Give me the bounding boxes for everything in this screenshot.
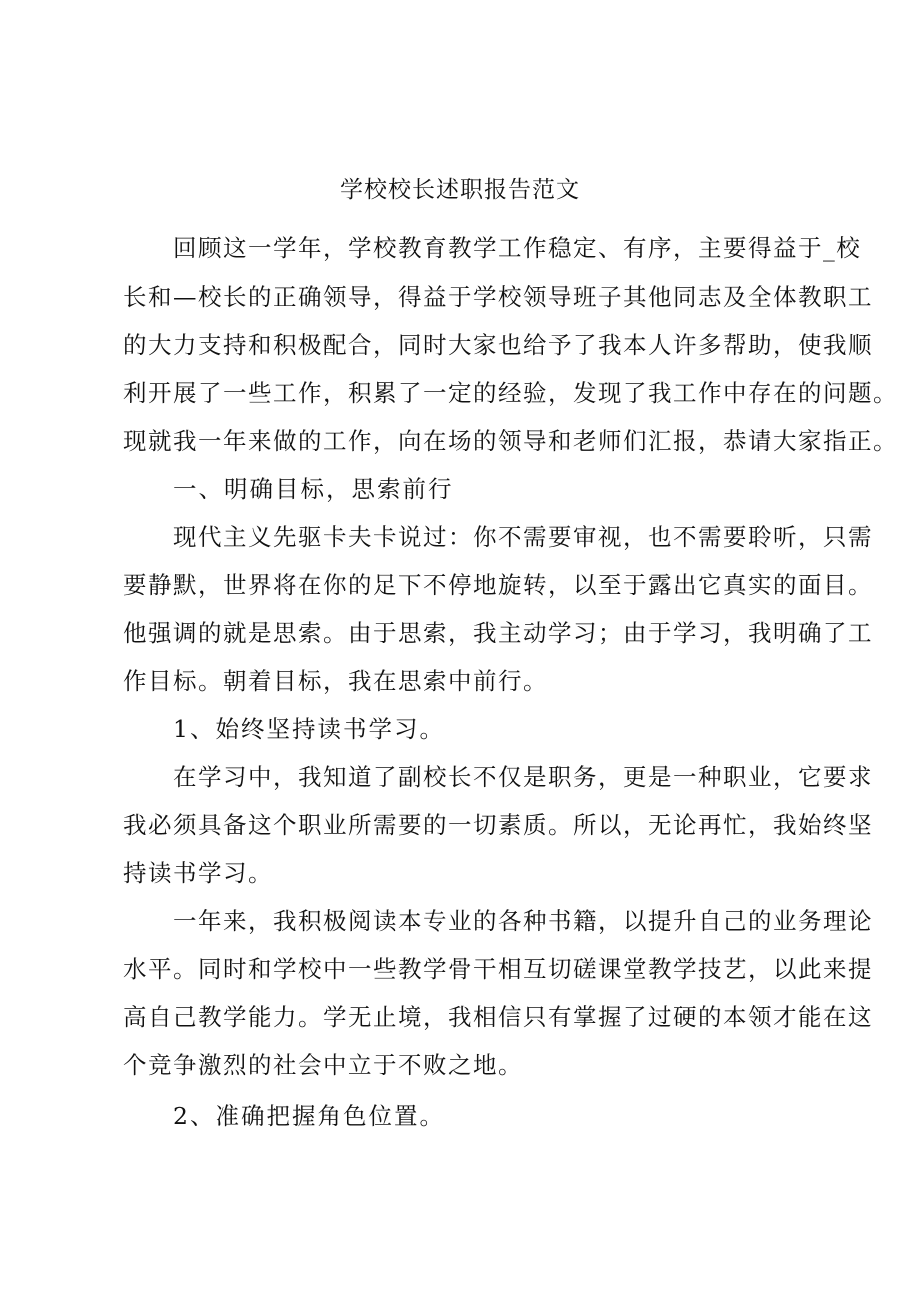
paragraph-line: 我必须具备这个职业所需要的一切素质。所以，无论再忙，我始终坚 [123, 811, 873, 839]
paragraph-line: 利开展了一些工作，积累了一定的经验，发现了我工作中存在的问题。 [123, 379, 898, 407]
section-heading: 一、明确目标，思索前行 [173, 475, 454, 503]
subsection-heading: 2、准确把握角色位置。 [173, 1102, 445, 1130]
paragraph-line: 作目标。朝着目标，我在思索中前行。 [123, 667, 548, 695]
paragraph-line: 现就我一年来做的工作，向在场的领导和老师们汇报，恭请大家指正。 [123, 427, 898, 455]
paragraph-line: 现代主义先驱卡夫卡说过：你不需要审视，也不需要聆听，只需 [173, 523, 873, 551]
paragraph-line: 长和—校长的正确领导，得益于学校领导班子其他同志及全体教职工 [123, 283, 873, 311]
paragraph-line: 在学习中，我知道了副校长不仅是职务，更是一种职业，它要求 [173, 763, 873, 791]
paragraph-line: 水平。同时和学校中一些教学骨干相互切磋课堂教学技艺，以此来提 [123, 955, 873, 983]
paragraph-line: 一年来，我积极阅读本专业的各种书籍，以提升自己的业务理论 [173, 907, 873, 935]
document-title: 学校校长述职报告范文 [340, 177, 580, 203]
paragraph-line: 个竞争激烈的社会中立于不败之地。 [123, 1051, 523, 1079]
paragraph-line: 他强调的就是思索。由于思索，我主动学习；由于学习，我明确了工 [123, 619, 873, 647]
paragraph-line: 持读书学习。 [123, 859, 273, 887]
paragraph-line: 高自己教学能力。学无止境，我相信只有掌握了过硬的本领才能在这 [123, 1003, 873, 1031]
paragraph-line: 的大力支持和积极配合，同时大家也给予了我本人许多帮助，使我顺 [123, 331, 873, 359]
paragraph-line: 回顾这一学年，学校教育教学工作稳定、有序，主要得益于_校 [173, 234, 862, 262]
subsection-heading: 1、始终坚持读书学习。 [173, 715, 445, 743]
paragraph-line: 要静默，世界将在你的足下不停地旋转，以至于露出它真实的面目。 [123, 571, 873, 599]
